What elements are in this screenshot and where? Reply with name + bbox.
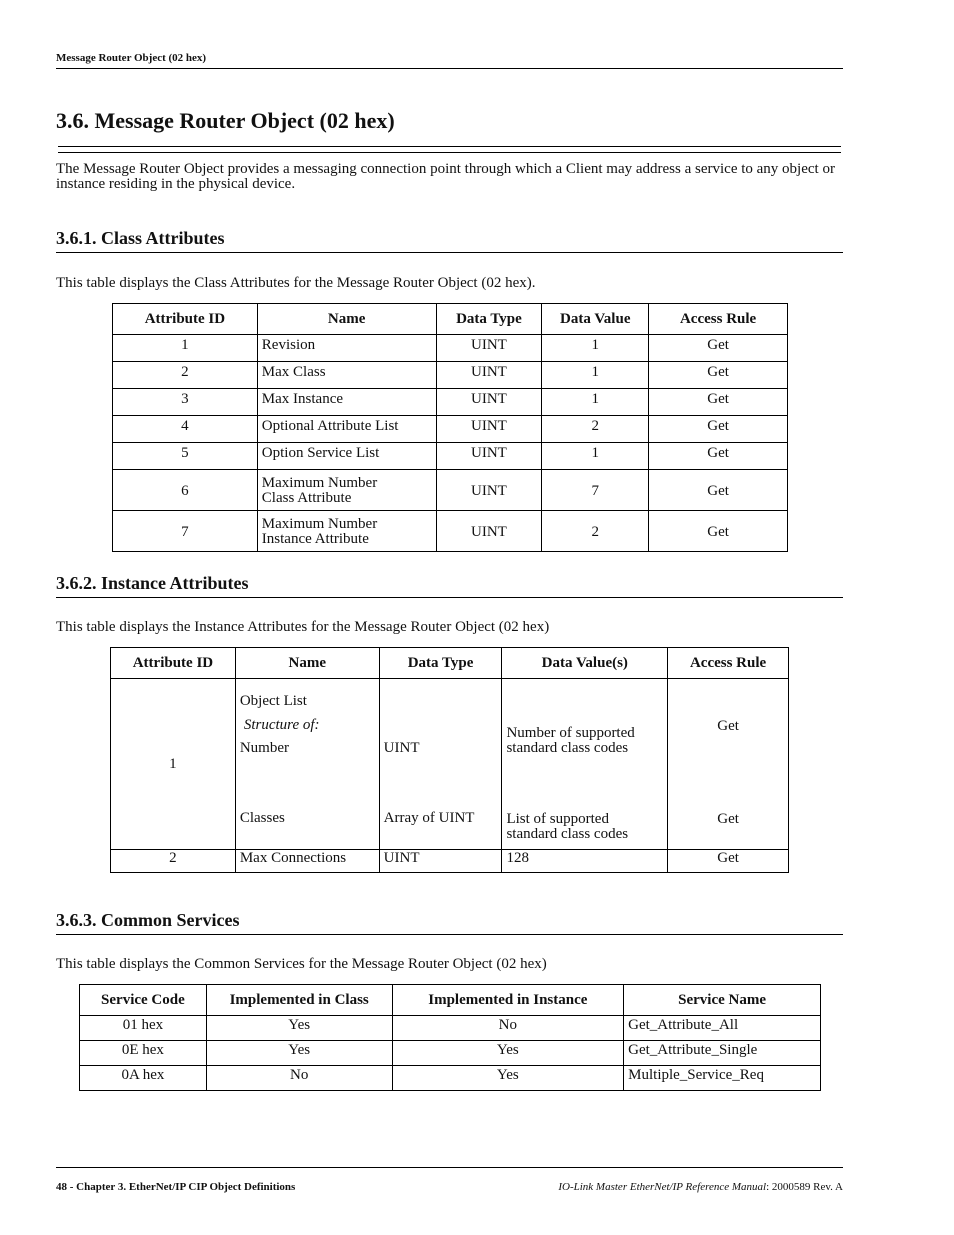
attribute-id: 5 bbox=[113, 443, 258, 470]
data-value: 128 bbox=[502, 850, 668, 873]
sub-access-rule: Get bbox=[717, 718, 739, 734]
manual-revision: : 2000589 Rev. A bbox=[766, 1181, 843, 1193]
section-rule bbox=[56, 934, 843, 935]
table-row bbox=[113, 389, 788, 416]
attribute-name bbox=[257, 470, 436, 511]
column-header: Attribute ID bbox=[111, 648, 236, 679]
data-type: UINT bbox=[436, 470, 542, 511]
attribute-id: 2 bbox=[111, 850, 236, 873]
data-values bbox=[502, 679, 668, 850]
data-type: UINT bbox=[436, 416, 542, 443]
class-attributes-description: This table displays the Class Attributes for the Message Router Object (02 hex). bbox=[56, 275, 536, 291]
attribute-name bbox=[257, 511, 436, 552]
class-attributes-table bbox=[112, 303, 788, 552]
service-code: 0A hex bbox=[80, 1066, 207, 1091]
sub-data-type: UINT bbox=[383, 740, 420, 756]
table-header-row bbox=[111, 648, 789, 679]
data-value: 1 bbox=[542, 335, 649, 362]
data-value: 1 bbox=[542, 389, 649, 416]
instance-attributes-description: This table displays the Instance Attributes for the Message Router Object (02 hex) bbox=[56, 619, 550, 635]
section-rule bbox=[56, 597, 843, 598]
data-value: 1 bbox=[542, 362, 649, 389]
table-row bbox=[113, 511, 788, 552]
attribute-id: 6 bbox=[113, 470, 258, 511]
data-type: UINT bbox=[436, 511, 542, 552]
column-header: Implemented in Class bbox=[206, 985, 392, 1016]
intro-paragraph: The Message Router Object provides a messaging connection point through which a Client may address a service to any object or instance residing in the physical device. bbox=[56, 161, 835, 192]
footer-manual-ref bbox=[558, 1181, 843, 1193]
implemented-in-class: Yes bbox=[206, 1041, 392, 1066]
service-name: Get_Attribute_Single bbox=[624, 1041, 821, 1066]
sub-data-value bbox=[506, 812, 628, 842]
service-name: Get_Attribute_All bbox=[624, 1016, 821, 1041]
attribute-name-line: Instance Attribute bbox=[261, 531, 369, 547]
service-code: 0E hex bbox=[80, 1041, 207, 1066]
access-rule: Get bbox=[649, 511, 788, 552]
column-header: Implemented in Instance bbox=[392, 985, 624, 1016]
section-rule bbox=[56, 252, 843, 253]
manual-title: IO-Link Master EtherNet/IP Reference Manual bbox=[558, 1181, 767, 1193]
access-rule: Get bbox=[649, 335, 788, 362]
attribute-name: Max Class bbox=[257, 362, 436, 389]
column-header: Access Rule bbox=[649, 304, 788, 335]
column-header: Service Code bbox=[80, 985, 207, 1016]
header-rule bbox=[56, 68, 843, 69]
table-row bbox=[111, 679, 789, 850]
attribute-name: Max Connections bbox=[235, 850, 379, 873]
sub-access-rule: Get bbox=[717, 811, 739, 827]
title-rule-bottom bbox=[58, 152, 841, 153]
table-row bbox=[80, 1066, 821, 1091]
access-rule: Get bbox=[649, 416, 788, 443]
attribute-name: Optional Attribute List bbox=[257, 416, 436, 443]
table-row bbox=[113, 470, 788, 511]
column-header: Access Rule bbox=[668, 648, 789, 679]
sub-data-value bbox=[506, 726, 634, 756]
attribute-name-line: Class Attribute bbox=[261, 490, 352, 506]
data-value-line: Number of supported bbox=[506, 725, 635, 741]
service-code: 01 hex bbox=[80, 1016, 207, 1041]
section-heading-common-services: 3.6.3. Common Services bbox=[56, 910, 240, 930]
data-value-line: standard class codes bbox=[506, 740, 629, 756]
column-header: Name bbox=[257, 304, 436, 335]
table-header-row bbox=[113, 304, 788, 335]
data-value-line: List of supported bbox=[506, 811, 609, 827]
column-header: Data Value(s) bbox=[502, 648, 668, 679]
data-type: UINT bbox=[379, 850, 502, 873]
implemented-in-class: No bbox=[206, 1066, 392, 1091]
implemented-in-class: Yes bbox=[206, 1016, 392, 1041]
table-row bbox=[113, 335, 788, 362]
data-value-line: standard class codes bbox=[506, 826, 629, 842]
data-type bbox=[379, 679, 502, 850]
implemented-in-instance: No bbox=[392, 1016, 624, 1041]
footer-page-chapter: 48 - Chapter 3. EtherNet/IP CIP Object Definitions bbox=[56, 1181, 296, 1193]
column-header: Name bbox=[235, 648, 379, 679]
attribute-name-line: Maximum Number bbox=[261, 475, 378, 491]
access-rule: Get bbox=[668, 850, 789, 873]
section-heading-class-attributes: 3.6.1. Class Attributes bbox=[56, 228, 225, 248]
common-services-description: This table displays the Common Services for the Message Router Object (02 hex) bbox=[56, 956, 547, 972]
sub-attribute-name: Classes bbox=[239, 810, 285, 826]
access-rule: Get bbox=[649, 362, 788, 389]
attribute-id: 3 bbox=[113, 389, 258, 416]
common-services-table bbox=[79, 984, 821, 1091]
running-header: Message Router Object (02 hex) bbox=[56, 52, 207, 64]
column-header: Data Type bbox=[379, 648, 502, 679]
attribute-name: Option Service List bbox=[257, 443, 436, 470]
data-value: 7 bbox=[542, 470, 649, 511]
data-type: UINT bbox=[436, 335, 542, 362]
access-rule: Get bbox=[649, 443, 788, 470]
attribute-name-line: Maximum Number bbox=[261, 516, 378, 532]
instance-attributes-table bbox=[110, 647, 789, 873]
attribute-id: 2 bbox=[113, 362, 258, 389]
data-type: UINT bbox=[436, 389, 542, 416]
table-row bbox=[113, 362, 788, 389]
column-header: Data Type bbox=[436, 304, 542, 335]
table-header-row bbox=[80, 985, 821, 1016]
page-title: 3.6. Message Router Object (02 hex) bbox=[56, 108, 395, 133]
attribute-id: 1 bbox=[113, 335, 258, 362]
table-row bbox=[111, 850, 789, 873]
implemented-in-instance: Yes bbox=[392, 1066, 624, 1091]
table-row bbox=[80, 1016, 821, 1041]
attribute-name: Revision bbox=[257, 335, 436, 362]
sub-attribute-name: Number bbox=[239, 740, 289, 756]
data-type: UINT bbox=[436, 362, 542, 389]
title-rule-top bbox=[58, 146, 841, 147]
column-header: Service Name bbox=[624, 985, 821, 1016]
data-type: UINT bbox=[436, 443, 542, 470]
table-row bbox=[80, 1041, 821, 1066]
service-name: Multiple_Service_Req bbox=[624, 1066, 821, 1091]
attribute-name bbox=[235, 679, 379, 850]
access-rule: Get bbox=[649, 470, 788, 511]
access-rule: Get bbox=[649, 389, 788, 416]
table-row bbox=[113, 416, 788, 443]
data-value: 2 bbox=[542, 416, 649, 443]
data-value: 2 bbox=[542, 511, 649, 552]
structure-of-label: Structure of: bbox=[243, 717, 320, 733]
column-header: Data Value bbox=[542, 304, 649, 335]
attribute-id: 7 bbox=[113, 511, 258, 552]
attribute-name: Max Instance bbox=[257, 389, 436, 416]
footer-rule bbox=[56, 1167, 843, 1168]
section-heading-instance-attributes: 3.6.2. Instance Attributes bbox=[56, 573, 249, 593]
table-row bbox=[113, 443, 788, 470]
column-header: Attribute ID bbox=[113, 304, 258, 335]
attribute-id: 4 bbox=[113, 416, 258, 443]
access-rule bbox=[668, 679, 789, 850]
data-value: 1 bbox=[542, 443, 649, 470]
sub-data-type: Array of UINT bbox=[383, 810, 475, 826]
implemented-in-instance: Yes bbox=[392, 1041, 624, 1066]
object-list-title: Object List bbox=[239, 693, 307, 709]
attribute-id: 1 bbox=[111, 679, 236, 850]
